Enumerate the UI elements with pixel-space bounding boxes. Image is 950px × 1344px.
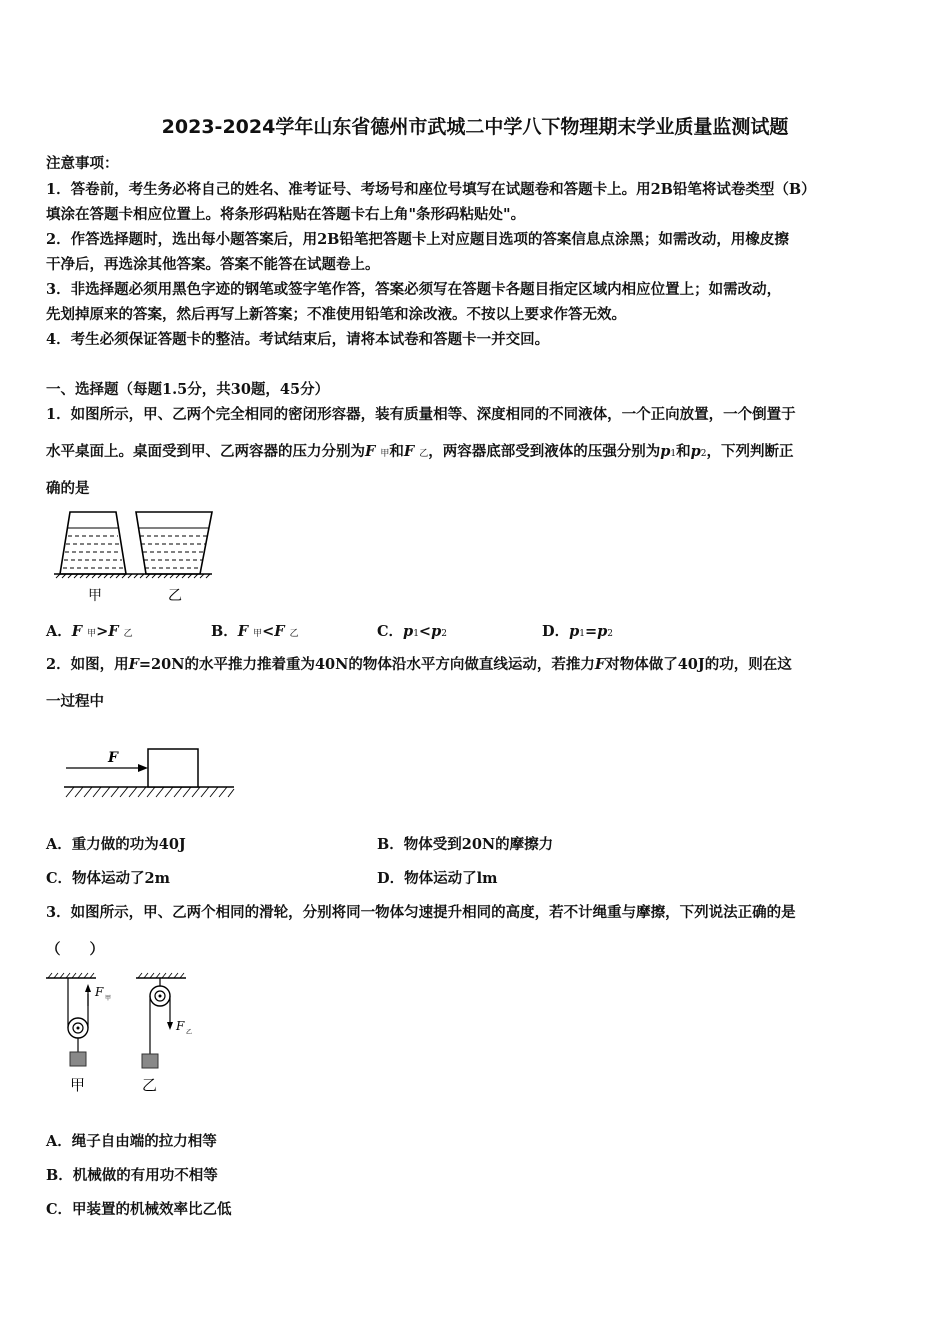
option-prefix: A． — [46, 623, 72, 640]
fig-label-yi: 乙 — [142, 1076, 158, 1094]
fig-label-yi: 乙 — [168, 588, 182, 604]
q2-line1 — [46, 653, 792, 674]
relation: < — [262, 623, 275, 640]
q3-line2: （ ） — [46, 941, 104, 958]
q2-option-b[interactable]: B．物体受到20N的摩擦力 — [377, 836, 554, 853]
notice-line: 1．答卷前，考生务必将自己的姓名、准考证号、考场号和座位号填写在试题卷和答题卡上。用2B铅笔将试卷类型（B） — [46, 181, 816, 198]
q3-option-a[interactable]: A．绳子自由端的拉力相等 — [46, 1133, 217, 1150]
q1-option-d[interactable] — [542, 620, 613, 641]
relation: < — [418, 623, 432, 640]
q2-option-d[interactable]: D．物体运动了lm — [377, 870, 498, 887]
q3-option-c[interactable]: C．甲装置的机械效率比乙低 — [46, 1201, 232, 1218]
notice-line: 3．非选择题必须用黑色字迹的钢笔或签字笔作答，答案必须写在答题卡各题目指定区域内相应位置上；如需改动， — [46, 281, 782, 298]
q1-text-b: ，两容器底部受到液体的压强分别为 — [428, 443, 661, 460]
q1-sub-2: 2 — [700, 449, 707, 459]
notice-line: 4．考生必须保证答题卡的整洁。考试结束后，请将本试卷和答题卡一并交回。 — [46, 331, 550, 348]
q1-sub-jia: 甲 — [380, 449, 390, 459]
sub-yi: 乙 — [123, 629, 133, 639]
q3-option-b[interactable]: B．机械做的有用功不相等 — [46, 1167, 218, 1184]
q1-text-he: 和 — [676, 443, 691, 460]
notice-line: 填涂在答题卡相应位置上。将条形码粘贴在答题卡右上角"条形码粘贴处"。 — [46, 206, 526, 223]
q1-text-c: ，下列判断正 — [706, 443, 794, 460]
fig-force-sub: 乙 — [186, 1029, 193, 1036]
relation: = — [584, 623, 598, 640]
sub-1: 1 — [413, 629, 419, 639]
q1-line1: 1．如图所示，甲、乙两个完全相同的密闭形容器，装有质量相等、深度相同的不同液体，一个正向放置，一个倒置于 — [46, 406, 796, 423]
option-prefix: B． — [211, 623, 238, 640]
notice-line: 干净后，再选涂其他答案。答案不能答在试题卷上。 — [46, 256, 380, 273]
fig-force-sub: 甲 — [105, 995, 112, 1002]
q1-var-p: p — [690, 443, 701, 460]
var-F: F — [274, 623, 285, 640]
q1-sub-yi: 乙 — [419, 449, 429, 459]
q1-var-p: p — [660, 443, 671, 460]
relation: > — [96, 623, 109, 640]
sub-1: 1 — [579, 629, 585, 639]
notice-line: 先划掉原来的答案，然后再写上新答案；不准使用铅笔和涂改液。不按以上要求作答无效。 — [46, 306, 626, 323]
fig-label-jia: 甲 — [70, 1076, 86, 1094]
var-p: p — [569, 623, 580, 640]
q1-text-a: 水平桌面上。桌面受到甲、乙两容器的压力分别为 — [46, 443, 365, 460]
var-p: p — [403, 623, 414, 640]
option-prefix: D． — [542, 623, 570, 640]
var-p: p — [431, 623, 442, 640]
q3-line1: 3．如图所示，甲、乙两个相同的滑轮，分别将同一物体匀速提升相同的高度，若不计绳重与摩擦，下列说法正确的是 — [46, 904, 796, 921]
var-F: F — [128, 656, 139, 673]
q2-option-c[interactable]: C．物体运动了2m — [46, 870, 170, 887]
notice-heading: 注意事项： — [46, 155, 119, 172]
q1-sub-1: 1 — [670, 449, 677, 459]
q2-line2: 一过程中 — [46, 693, 104, 710]
q1-figure-containers — [46, 508, 226, 608]
q1-var-F: F — [403, 443, 415, 460]
section-heading: 一、选择题（每题1.5分，共30题，45分） — [46, 381, 330, 398]
fig-label-jia: 甲 — [88, 588, 102, 604]
var-F: F — [71, 623, 83, 640]
var-F: F — [237, 623, 249, 640]
sub-jia: 甲 — [253, 629, 263, 639]
q1-option-a[interactable] — [46, 620, 133, 641]
q1-line3: 确的是 — [46, 480, 90, 497]
option-prefix: C． — [377, 623, 404, 640]
q3-figure-pulleys — [44, 972, 214, 1102]
q1-option-c[interactable] — [377, 620, 447, 641]
q2-text-a: 2．如图，用 — [46, 656, 129, 673]
q2-text-c: 对物体做了40J的功，则在这 — [605, 656, 792, 673]
notice-line: 2．作答选择题时，选出每小题答案后，用2B铅笔把答题卡上对应题目选项的答案信息点涂黑；如需改动，用橡皮擦 — [46, 231, 789, 248]
fig-force-label: F — [95, 985, 104, 999]
q2-text-b: =20N的水平推力推着重为40N的物体沿水平方向做直线运动，若推力 — [138, 656, 595, 673]
q2-option-a[interactable]: A．重力做的功为40J — [46, 836, 186, 853]
q1-text-he: 和 — [389, 443, 404, 460]
q2-figure-push-block — [62, 742, 242, 802]
sub-2: 2 — [607, 629, 613, 639]
q1-line2 — [46, 440, 794, 461]
sub-jia: 甲 — [87, 629, 97, 639]
fig-force-label: F — [108, 750, 118, 766]
var-F: F — [108, 623, 119, 640]
page-title: 2023-2024学年山东省德州市武城二中学八下物理期末学业质量监测试题 — [161, 116, 789, 138]
q1-option-b[interactable] — [211, 620, 299, 641]
sub-yi: 乙 — [289, 629, 299, 639]
fig-force-label: F — [176, 1019, 185, 1033]
q1-var-F: F — [365, 443, 376, 460]
sub-2: 2 — [441, 629, 447, 639]
var-p: p — [597, 623, 608, 640]
var-F: F — [594, 656, 606, 673]
